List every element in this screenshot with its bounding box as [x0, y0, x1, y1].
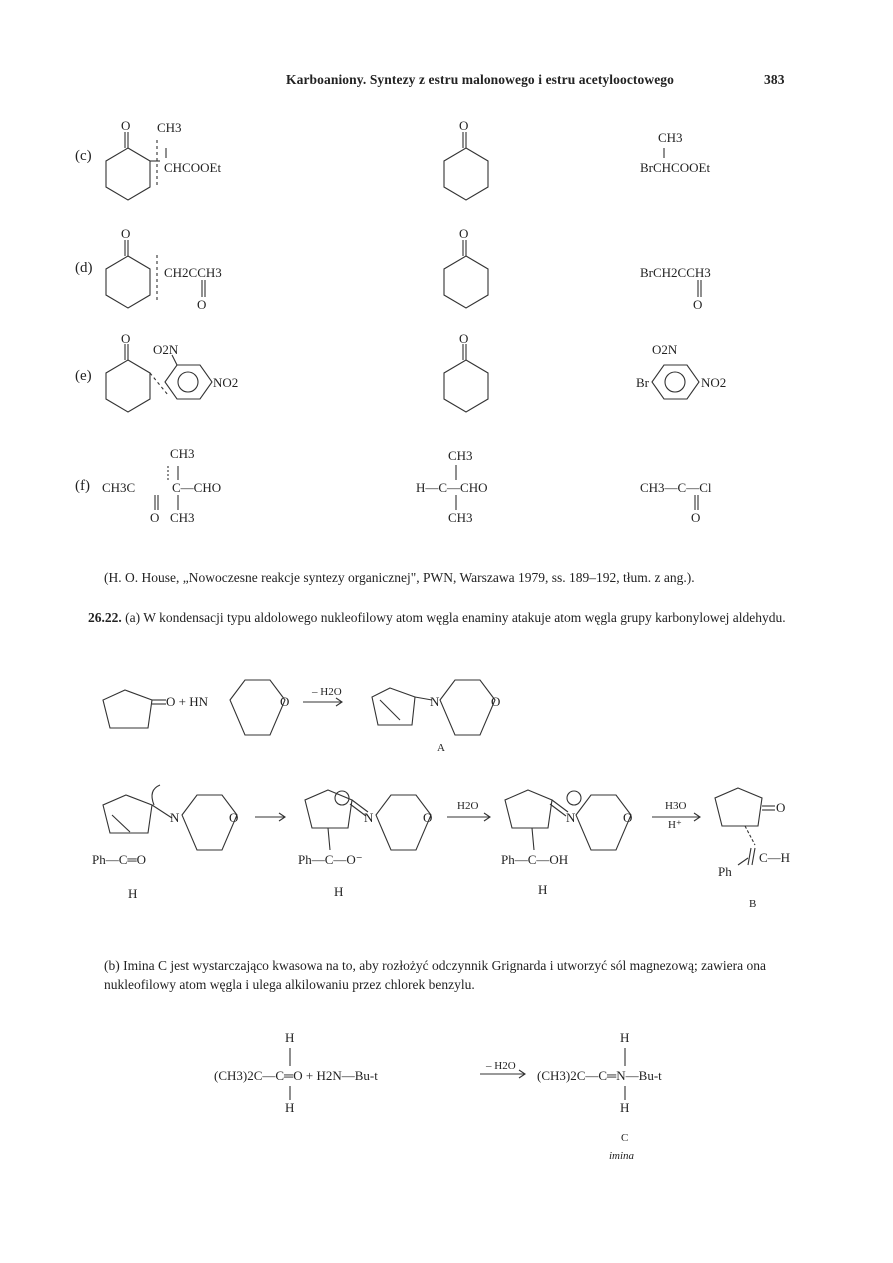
row-label-f: (f)	[75, 478, 90, 494]
scheme-b-arrow-h3o: H3O	[665, 800, 687, 812]
row-label-d: (d)	[75, 260, 93, 276]
scheme-b-ph1: Ph—C═O	[92, 852, 146, 867]
imina-caption: imina	[609, 1150, 635, 1162]
scheme-b-arrow-h2o: H2O	[457, 800, 479, 812]
row-c-reagent: BrCHCOOEt	[640, 160, 711, 175]
scheme-b-ph3: Ph—C—OH	[501, 852, 569, 867]
ring-e-aryl	[165, 365, 212, 399]
scheme-b-ch: C—H	[759, 850, 791, 865]
scheme-c-h-bot2: H	[620, 1100, 630, 1115]
ring-e-aryl2	[652, 365, 699, 399]
morpholine-ring-2	[440, 680, 495, 735]
row-f-left-top: CH3	[170, 446, 195, 461]
row-f-left-bot1: O	[150, 510, 160, 525]
row-f-right-bot: O	[691, 510, 701, 525]
cyclopentanone-ring	[103, 690, 152, 728]
enamine-ring-b	[103, 795, 152, 833]
scheme-a-plus: O + HN	[166, 694, 208, 709]
reference-note: (H. O. House, „Nowoczesne reakcje syntezy organicznej", PWN, Warszawa 1979, ss. 189–192, tłum. z ang.).	[104, 570, 695, 585]
ring-e2	[444, 360, 488, 412]
atom-o-d2b: O	[693, 297, 703, 312]
scheme-b-o2: O	[423, 810, 433, 825]
scheme-b-h3: H	[538, 882, 548, 897]
atom-o-e1: O	[121, 331, 131, 346]
scheme-b-n2: N	[364, 810, 374, 825]
ring-e1	[106, 360, 150, 412]
scheme-c-h-top1: H	[285, 1030, 295, 1045]
atom-o-c2: O	[459, 118, 469, 133]
atom-o-c1: O	[121, 118, 131, 133]
row-c-ch3: CH3	[157, 120, 182, 135]
scheme-a-arrow-label: – H2O	[312, 686, 342, 698]
atom-o-d1: O	[121, 226, 131, 241]
row-c-product: CHCOOEt	[164, 160, 222, 175]
label-b: B	[749, 898, 757, 910]
scheme-a-n: N	[430, 694, 440, 709]
row-f-mid-bot: CH3	[448, 510, 473, 525]
paragraph-b: (b) Imina C jest wystarczająco kwasowa na to, aby rozłożyć odczynnik Grignarda i utworzyć sól magnezową; zawiera ona nukleofilowy atom węgla i ulega alkilowaniu przez chlorek benzylu.	[104, 958, 766, 992]
scheme-a-o2: O	[491, 694, 501, 709]
scheme-b-o3: O	[623, 810, 633, 825]
iminium-ring	[305, 790, 352, 828]
row-f-mid-top: CH3	[448, 448, 473, 463]
row-f-left-mid: CH3C	[102, 480, 136, 495]
ring-c2	[444, 148, 488, 200]
ring-c1	[106, 148, 150, 200]
atom-o-d2: O	[459, 226, 469, 241]
scheme-c-left: (CH3)2C—C═O + H2N—Bu-t	[214, 1068, 378, 1083]
paragraph-26-22	[88, 608, 794, 627]
row-e-no2: NO2	[213, 375, 239, 390]
scheme-c-arrow-label: – H2O	[486, 1060, 516, 1072]
scheme-c-h-top2: H	[620, 1030, 630, 1045]
scheme-b-ph4: Ph	[718, 864, 732, 879]
paragraph-number: 26.22.	[88, 610, 122, 625]
page-number: 383	[764, 72, 785, 87]
ring-d1	[106, 256, 150, 308]
row-f-right: CH3—C—Cl	[640, 480, 712, 495]
row-label-e: (e)	[75, 368, 92, 384]
scheme-b-o1: O	[229, 810, 239, 825]
atom-o-d1b: O	[197, 297, 207, 312]
label-a: A	[437, 742, 445, 754]
iminium-ring-2	[505, 790, 552, 828]
row-e-reagent-br: Br	[636, 375, 649, 390]
scheme-b-arrow-h3o-sub: H⁺	[668, 819, 682, 831]
row-e-o2n: O2N	[153, 342, 179, 357]
paragraph-text: (a) W kondensacji typu aldolowego nukleofilowy atom węgla enaminy atakuje atom węgla grupy karbonylowej aldehydu.	[121, 610, 786, 625]
atom-o-e2: O	[459, 331, 469, 346]
scheme-b-ph2: Ph—C—O⁻	[298, 852, 363, 867]
product-ring-b	[715, 788, 762, 826]
row-label-c: (c)	[75, 148, 92, 164]
row-e-reagent-o2n: O2N	[652, 342, 678, 357]
ring-d2	[444, 256, 488, 308]
header-title: Karboaniony. Syntezy z estru malonowego i estru acetylooctowego	[286, 72, 674, 87]
scheme-b-n3: N	[566, 810, 576, 825]
scheme-b-n1: N	[170, 810, 180, 825]
scheme-b-h2: H	[334, 884, 344, 899]
morpholine-ring	[230, 680, 285, 735]
scheme-c-h-bot1: H	[285, 1100, 295, 1115]
scheme-c-right: (CH3)2C—C═N—Bu-t	[537, 1068, 662, 1083]
scheme-b-o4: O	[776, 800, 786, 815]
scheme-b-h1: H	[128, 886, 138, 901]
enamine-ring	[372, 688, 415, 725]
row-d-product: CH2CCH3	[164, 265, 222, 280]
row-f-left-mid2: C—CHO	[172, 480, 222, 495]
row-f-mid-mid: H—C—CHO	[416, 480, 488, 495]
row-e-reagent-no2: NO2	[701, 375, 727, 390]
row-c-reagent-ch3: CH3	[658, 130, 683, 145]
row-d-reagent: BrCH2CCH3	[640, 265, 711, 280]
label-c: C	[621, 1132, 629, 1144]
row-f-left-bot2: CH3	[170, 510, 195, 525]
scheme-a-o1: O	[280, 694, 290, 709]
